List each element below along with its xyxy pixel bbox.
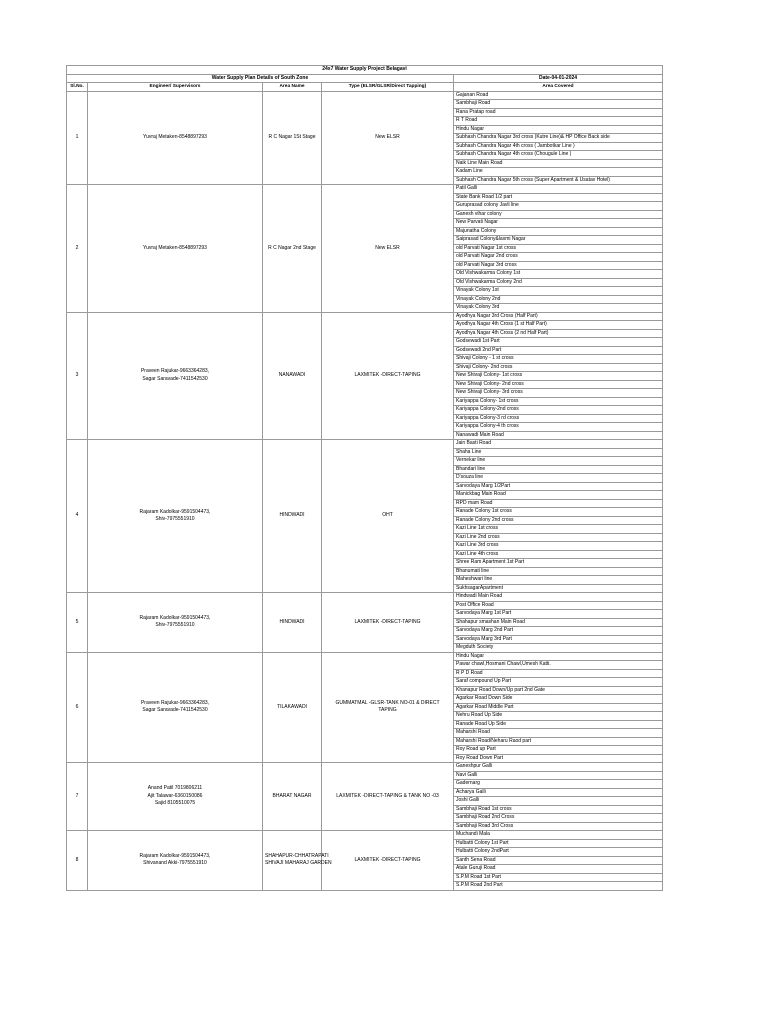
area-covered-cell: Nehru Road Up Side [454, 712, 663, 721]
header-type: Type (ELSR/GLSR/Direct Tapping) [322, 83, 454, 92]
area-name-line: R C Nagar 2nd Stage [268, 244, 316, 251]
area-covered-cell: Acharya Galli [454, 788, 663, 797]
area-covered-cell: Nanawadi Main Road [454, 431, 663, 440]
area-covered-cell: Shree Ram Apartment 1st Part [454, 559, 663, 568]
serial-number: 8 [75, 856, 79, 863]
area-covered-cell: Kadam Line [454, 168, 663, 177]
area-covered-cell: Navi Galli [454, 771, 663, 780]
area-name-line: R C Nagar 1St Stage [268, 134, 316, 140]
serial-number-cell [67, 831, 88, 891]
area-name-line: HINDWADI [279, 618, 305, 625]
area-covered-cell: Kazi Line 1st cross [454, 525, 663, 534]
header-area-covered: Area Covered [454, 83, 663, 92]
supply-type-line: GUMMATMAL -GLSR-TANK NO-01 & DIRECT [335, 699, 440, 706]
supply-type-line: New ELSR [375, 134, 400, 140]
engineer-line: Shiv-7975551910 [155, 622, 195, 629]
supply-type-cell [322, 593, 454, 653]
area-covered-cell: Shaha Line [454, 448, 663, 457]
engineer-cell [88, 312, 263, 440]
area-covered-cell: Saiprasad Colony&laxmi Nagar [454, 236, 663, 245]
area-covered-cell: Ranade Road Up Side [454, 720, 663, 729]
engineer-cell [88, 831, 263, 891]
engineer-line: Rajaram Kadolkar-9591504473, [139, 852, 211, 859]
area-covered-cell: Kariyappa Colony-3 rd cross [454, 414, 663, 423]
area-covered-cell: Sambhaji Road 3rd Cross [454, 822, 663, 831]
serial-number-cell [67, 440, 88, 593]
supply-type-cell [322, 440, 454, 593]
supply-type-line: LAXMITEK -DIRECT-TAPING [354, 856, 421, 863]
area-covered-cell: RPD mam Road [454, 499, 663, 508]
area-covered-cell: Vinayak Colony 2nd [454, 295, 663, 304]
area-covered-cell: Godsewadi 1st Part [454, 338, 663, 347]
area-covered-cell: Muchandi Mala [454, 831, 663, 840]
area-name-line: BHARAT NAGAR [272, 792, 312, 799]
serial-number: 2 [75, 244, 79, 251]
area-covered-cell: Saraf compound Up Part [454, 678, 663, 687]
area-covered-cell: Vinayak Colony 1st [454, 287, 663, 296]
serial-number: 7 [75, 792, 79, 799]
area-covered-cell: Post Office Road [454, 601, 663, 610]
area-name-cell [263, 312, 322, 440]
area-covered-cell: Sambhaji Road 2nd Cross [454, 814, 663, 823]
area-covered-cell: Shahapur smashan Main Road [454, 618, 663, 627]
area-covered-cell: S.P.M Road 1st Part [454, 873, 663, 882]
area-covered-cell: Rana Pratap road [454, 108, 663, 117]
engineer-cell [88, 593, 263, 653]
supply-type-line: LAXMITEK -DIRECT-TAPING [354, 372, 421, 378]
area-covered-cell: Hindu Nagar [454, 125, 663, 134]
area-covered-cell: Ranade Colony 2nd cross [454, 516, 663, 525]
supply-type-line: LAXMITEK -DIRECT-TAPING [354, 618, 421, 625]
engineer-line: Ajit Talawar-6360150086 [147, 792, 203, 799]
table-row [67, 312, 663, 321]
area-name-cell [263, 831, 332, 891]
area-covered-cell: Khanapur Road Down/Up part 2nd Gate [454, 686, 663, 695]
area-covered-cell: Kazi Line 4th cross [454, 550, 663, 559]
area-covered-cell: Sarvodaya Marg 1/2Part [454, 482, 663, 491]
area-covered-cell: Kazi Line 3rd cross [454, 542, 663, 551]
area-covered-cell: Atale Guruji Road [454, 865, 663, 874]
engineer-line: Shiv-7975551910 [155, 516, 195, 522]
area-covered-cell: Kariyappa Colony- 1st cross [454, 397, 663, 406]
engineer-line: Sajid 8105510075 [154, 800, 196, 807]
area-covered-cell: Godsewadi 2nd Part [454, 346, 663, 355]
document-date: Date-04-01-2024 [454, 74, 663, 83]
area-covered-cell: Hindu Nagar [454, 652, 663, 661]
area-covered-cell: Hulbatti Colony 2ndPart [454, 848, 663, 857]
area-covered-cell: Maheshwari line [454, 576, 663, 585]
supply-type-cell [322, 763, 454, 831]
table-row [67, 763, 663, 772]
engineer-line: Anand Patil 7019806211 [147, 785, 203, 792]
water-supply-table [66, 65, 663, 891]
area-covered-cell: Ganesh vihar colony [454, 210, 663, 219]
serial-number-cell [67, 593, 88, 653]
serial-number: 5 [75, 618, 79, 625]
serial-number: 1 [75, 134, 79, 140]
header-engineer: Engineer/ Supervisors [88, 83, 263, 92]
document-title: 24x7 Water Supply Project Belagavi [67, 66, 663, 75]
table-row [67, 652, 663, 661]
area-covered-cell: New Shivaji Colony- 1st cross [454, 372, 663, 381]
table-row [67, 185, 663, 194]
area-covered-cell: Majunatha Colony [454, 227, 663, 236]
area-covered-cell: D'souza line [454, 474, 663, 483]
area-covered-cell: Santh Sena Road [454, 856, 663, 865]
serial-number-cell [67, 312, 88, 440]
area-covered-cell: Sarvodaya Marg 1st Part [454, 610, 663, 619]
serial-number: 4 [75, 512, 79, 519]
header-row [67, 83, 663, 92]
area-covered-cell: Megduth Society [454, 644, 663, 653]
area-covered-cell: R P D Road [454, 669, 663, 678]
area-covered-cell: Ayodhya Nagar 4th Cross (2 nd Half Part) [454, 329, 663, 338]
supply-type-line: LAXMITEK -DIRECT-TAPING & TANK NO -03 [336, 792, 439, 799]
supply-type-cell [322, 652, 454, 763]
area-covered-cell: Shivaji Colony - 1 st cross [454, 355, 663, 364]
area-name-line: SHAHAPUR-CHHATRAPATI [265, 852, 329, 859]
area-covered-cell: Bhandari line [454, 465, 663, 474]
area-covered-cell: State Bank Road 1/2 part [454, 193, 663, 202]
supply-type-cell [322, 91, 454, 185]
area-covered-cell: Agarkar Road Middle Part [454, 703, 663, 712]
area-covered-cell: Ranade Colony 1st cross [454, 508, 663, 517]
supply-type-cell [322, 831, 454, 891]
area-covered-cell: Sambhaji Road [454, 100, 663, 109]
area-name-cell [263, 652, 322, 763]
area-covered-cell: Subhash Chandra Nagar 4th cross (Chougule Line ) [454, 151, 663, 160]
area-name-cell [263, 185, 322, 313]
serial-number-cell [67, 763, 88, 831]
area-covered-cell: Sarvodaya Marg 2nd Part [454, 627, 663, 636]
area-covered-cell: R T Road [454, 117, 663, 126]
area-covered-cell: Kariyappa Colony-2nd cross [454, 406, 663, 415]
engineer-line: Shivanand Akki-7975551910 [143, 860, 207, 867]
area-covered-cell: Joshi Galli [454, 797, 663, 806]
area-covered-cell: old Parvati Nagar 3rd cross [454, 261, 663, 270]
area-covered-cell: Hulbatti Colony 1st Part [454, 839, 663, 848]
area-covered-cell: Vinayak Colony 3rd [454, 304, 663, 313]
area-covered-cell: Subhash Chandra Nagar 4th cross ( Jambotkar Line ) [454, 142, 663, 151]
area-covered-cell: Sambhaji Road 1st cross [454, 805, 663, 814]
area-covered-cell: Manickbag Main Road [454, 491, 663, 500]
engineer-line: Praveen Rajukar-9663364283, [140, 699, 210, 706]
document-subtitle: Water Supply Plan Details of South Zone [67, 74, 454, 83]
area-covered-cell: Patil Galli [454, 185, 663, 194]
area-name-line: HINDWADI [279, 512, 305, 519]
area-covered-cell: Pawar chawl,Hosmani Chawl,Umesh Katti. [454, 661, 663, 670]
header-sl-no: Sl.No. [67, 83, 88, 92]
area-covered-cell: Maharshi Road [454, 729, 663, 738]
area-covered-cell: Subhash Chandra Nagar 5th cross (Super Apartment & Usatav Hotel) [454, 176, 663, 185]
supply-type-line: New ELSR [375, 244, 400, 251]
area-covered-cell: Ayodhya Nagar 4th Cross (1 st Half Part) [454, 321, 663, 330]
table-row [67, 91, 663, 100]
area-covered-cell: SukhsagarApartment [454, 584, 663, 593]
serial-number-cell [67, 185, 88, 313]
engineer-line: Yuvraj Metaken-8548897293 [143, 244, 207, 251]
area-covered-cell: Vernekar line [454, 457, 663, 466]
area-covered-cell: Roy Road Down Part [454, 754, 663, 763]
table-body [67, 66, 663, 891]
engineer-cell [88, 440, 263, 593]
area-covered-cell: New Shivaji Colony- 3rd cross [454, 389, 663, 398]
table-row [67, 440, 663, 449]
serial-number: 3 [75, 372, 79, 378]
engineer-line: Sagar Saravade-7411542530 [142, 375, 208, 382]
engineer-cell [88, 185, 263, 313]
area-covered-cell: Ayodhya Nagar 3rd Cross (Half Part) [454, 312, 663, 321]
serial-number: 6 [75, 703, 79, 710]
area-name-cell [263, 440, 322, 593]
area-covered-cell: New Shivaji Colony- 2nd cross [454, 380, 663, 389]
serial-number-cell [67, 652, 88, 763]
area-name-cell [263, 593, 322, 653]
engineer-cell [88, 763, 263, 831]
area-name-cell [263, 91, 322, 185]
area-covered-cell: Old Vishwakarma Colony 1st [454, 270, 663, 279]
area-covered-cell: old Parvati Nagar 2nd cross [454, 253, 663, 262]
supply-type-line: TAPING [378, 707, 397, 714]
area-covered-cell: Guruprasad colony Javli line [454, 202, 663, 211]
area-covered-cell: Hindwadi Main Road [454, 593, 663, 602]
engineer-line: Rajaram Kadolkar-9591504473, [139, 614, 211, 621]
engineer-line: Yuvraj Metaken-8548897293 [143, 134, 207, 140]
engineer-line: Rajaram Kadolkar-9591504473, [139, 508, 211, 515]
header-area-name: Area Name [263, 83, 322, 92]
area-name-line: NANAWADI [278, 372, 306, 378]
area-covered-cell: Roy Road up Part [454, 746, 663, 755]
area-covered-cell: Kariyappa Colony-4 th cross [454, 423, 663, 432]
area-covered-cell: Maharshi Road/Neharu Raod part [454, 737, 663, 746]
area-name-line: SHIVAJI MAHARAJ GARDEN [265, 860, 332, 867]
area-covered-cell: Gajanan Road [454, 91, 663, 100]
area-covered-cell: New Parvati Nagar [454, 219, 663, 228]
supply-type-line: OHT [382, 512, 393, 519]
engineer-line: Praveen Rajukar-9663364283, [140, 368, 210, 375]
engineer-cell [88, 91, 263, 185]
area-covered-cell: Gadernarg [454, 780, 663, 789]
table-row [67, 831, 663, 840]
area-covered-cell: Shivaji Colony- 2nd cross [454, 363, 663, 372]
supply-type-cell [322, 312, 454, 440]
supply-type-cell [322, 185, 454, 313]
area-covered-cell: Jain Basti Road [454, 440, 663, 449]
area-name-line: TILAKAWADI [277, 703, 307, 710]
area-name-cell [263, 763, 322, 831]
area-covered-cell: Sarvodaya Marg 3rd Part [454, 635, 663, 644]
area-covered-cell: Agarkar Road Down Side [454, 695, 663, 704]
area-covered-cell: Bhanumati line [454, 567, 663, 576]
area-covered-cell: Naik Line Main Road [454, 159, 663, 168]
area-covered-cell: Subhash Chandra Nagar 3rd cross (Kutre Line)& HP Office Back side [454, 134, 663, 143]
engineer-cell [88, 652, 263, 763]
area-covered-cell: old Parvati Nagar 1st cross [454, 244, 663, 253]
area-covered-cell: Ganeshpur Galli [454, 763, 663, 772]
serial-number-cell [67, 91, 88, 185]
area-covered-cell: Old Vishwakarma Colony 2nd [454, 278, 663, 287]
area-covered-cell: Kazi Line 2nd cross [454, 533, 663, 542]
table-row [67, 593, 663, 602]
engineer-line: Sagar Saravade-7411542530 [142, 707, 208, 714]
area-covered-cell: S.P.M Road 2nd Part [454, 882, 663, 891]
